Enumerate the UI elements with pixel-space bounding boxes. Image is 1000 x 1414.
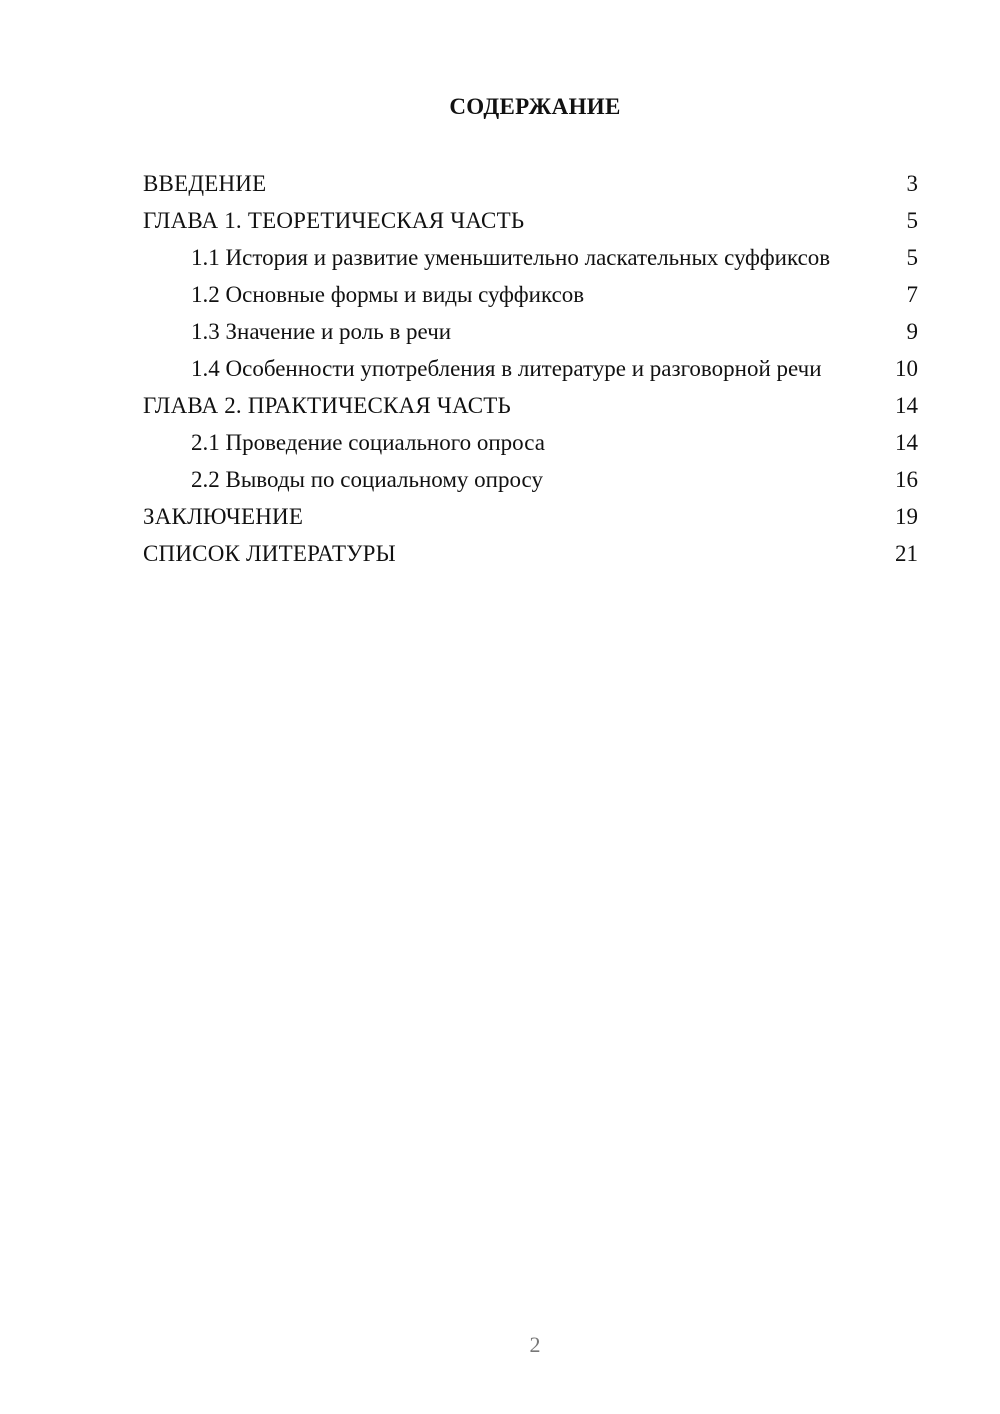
toc-entry-page: 21 xyxy=(895,541,918,566)
toc-entry-title: ГЛАВА 1. ТЕОРЕТИЧЕСКАЯ ЧАСТЬ xyxy=(143,208,525,233)
toc-entry-title: ЗАКЛЮЧЕНИЕ xyxy=(143,504,304,529)
toc-entry-references[interactable] xyxy=(143,540,918,567)
toc-entry-title: СПИСОК ЛИТЕРАТУРЫ xyxy=(143,541,396,566)
page-number: 2 xyxy=(529,1332,541,1357)
toc-entry-section-1-4[interactable] xyxy=(143,355,918,382)
toc-entry-title: 1.3 Значение и роль в речи xyxy=(191,319,452,344)
toc-entry-page: 14 xyxy=(895,393,918,418)
toc-entry-title: 1.4 Особенности употребления в литературе и разговорной речи xyxy=(191,356,822,381)
toc-entry-title: 2.1 Проведение социального опроса xyxy=(191,430,545,455)
toc-entry-page: 3 xyxy=(906,171,918,196)
toc-entry-page: 14 xyxy=(895,430,918,455)
toc-entry-conclusion[interactable] xyxy=(143,503,918,530)
toc-entry-page: 9 xyxy=(906,319,918,344)
toc-entry-title: 1.2 Основные формы и виды суффиксов xyxy=(191,282,585,307)
toc-entry-section-1-2[interactable] xyxy=(143,281,918,308)
toc-entry-page: 5 xyxy=(906,245,918,270)
toc-entry-section-2-2[interactable] xyxy=(143,466,918,493)
toc-entry-page: 10 xyxy=(895,356,918,381)
toc-entry-section-1-3[interactable] xyxy=(143,318,918,345)
toc-entry-chapter-2[interactable] xyxy=(143,392,918,419)
toc-entry-title: 2.2 Выводы по социальному опросу xyxy=(191,467,543,492)
toc-entry-title: ВВЕДЕНИЕ xyxy=(143,171,267,196)
toc-entry-introduction[interactable] xyxy=(143,170,918,197)
toc-entry-title: ГЛАВА 2. ПРАКТИЧЕСКАЯ ЧАСТЬ xyxy=(143,393,511,418)
page-title: СОДЕРЖАНИЕ xyxy=(449,94,621,119)
toc-entry-page: 7 xyxy=(906,282,918,307)
toc-entry-section-1-1[interactable] xyxy=(143,244,918,271)
toc-entry-page: 5 xyxy=(906,208,918,233)
toc-entry-title: 1.1 История и развитие уменьшительно ласкательных суффиксов xyxy=(191,245,831,270)
toc-entry-page: 16 xyxy=(895,467,918,492)
toc-entry-page: 19 xyxy=(895,504,918,529)
toc-entry-section-2-1[interactable] xyxy=(143,429,918,456)
table-of-contents xyxy=(143,170,918,577)
toc-entry-chapter-1[interactable] xyxy=(143,207,918,234)
